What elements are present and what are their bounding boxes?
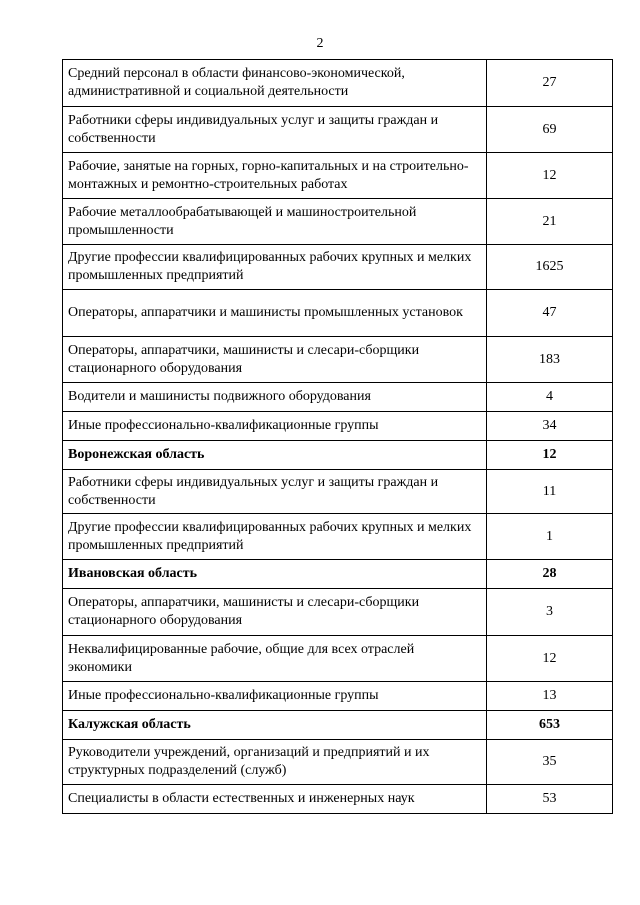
profession-name-cell: Работники сферы индивидуальных услуг и защиты граждан и собственности [63,107,487,153]
table-row [63,589,613,636]
count-cell: 69 [487,107,613,153]
region-total-cell: 28 [487,560,613,589]
table-row [63,199,613,245]
profession-name-cell: Другие профессии квалифицированных рабочих крупных и мелких промышленных предприятий [63,245,487,290]
profession-name-cell: Иные профессионально-квалификационные группы [63,682,487,711]
table-row [63,383,613,412]
profession-name-cell: Операторы, аппаратчики и машинисты промышленных установок [63,290,487,337]
count-cell: 11 [487,470,613,514]
table-row [63,682,613,711]
region-name-cell: Калужская область [63,711,487,740]
profession-name-cell: Операторы, аппаратчики, машинисты и слесари-сборщики стационарного оборудования [63,337,487,383]
count-cell: 27 [487,60,613,107]
profession-name-cell: Работники сферы индивидуальных услуг и защиты граждан и собственности [63,470,487,514]
profession-name-cell: Рабочие, занятые на горных, горно-капитальных и на строительно-монтажных и ремонтно-строительных работах [63,153,487,199]
count-cell: 1625 [487,245,613,290]
table-row [63,337,613,383]
table-row [63,470,613,514]
profession-name-cell: Руководители учреждений, организаций и предприятий и их структурных подразделений (служб) [63,740,487,785]
count-cell: 4 [487,383,613,412]
region-name-cell: Воронежская область [63,441,487,470]
count-cell: 53 [487,785,613,814]
count-cell: 12 [487,153,613,199]
count-cell: 21 [487,199,613,245]
region-row [63,560,613,589]
table-row [63,245,613,290]
table-row [63,60,613,107]
region-row [63,441,613,470]
count-cell: 35 [487,740,613,785]
region-name-cell: Ивановская область [63,560,487,589]
region-row [63,711,613,740]
count-cell: 12 [487,636,613,682]
table-row [63,740,613,785]
count-cell: 13 [487,682,613,711]
region-total-cell: 12 [487,441,613,470]
table-row [63,785,613,814]
count-cell: 183 [487,337,613,383]
profession-name-cell: Водители и машинисты подвижного оборудования [63,383,487,412]
profession-name-cell: Рабочие металлообрабатывающей и машиностроительной промышленности [63,199,487,245]
profession-name-cell: Специалисты в области естественных и инженерных наук [63,785,487,814]
profession-name-cell: Другие профессии квалифицированных рабочих крупных и мелких промышленных предприятий [63,514,487,560]
page-number: 2 [316,36,324,51]
count-cell: 34 [487,412,613,441]
region-total-cell: 653 [487,711,613,740]
profession-name-cell: Неквалифицированные рабочие, общие для всех отраслей экономики [63,636,487,682]
count-cell: 3 [487,589,613,636]
table-row [63,636,613,682]
table-body [63,60,613,814]
count-cell: 47 [487,290,613,337]
table-row [63,107,613,153]
profession-name-cell: Операторы, аппаратчики, машинисты и слесари-сборщики стационарного оборудования [63,589,487,636]
profession-name-cell: Средний персонал в области финансово-экономической, административной и социальной деятельности [63,60,487,107]
table-row [63,290,613,337]
profession-table [62,59,613,814]
profession-name-cell: Иные профессионально-квалификационные группы [63,412,487,441]
table-row [63,153,613,199]
count-cell: 1 [487,514,613,560]
table-row [63,514,613,560]
table-row [63,412,613,441]
